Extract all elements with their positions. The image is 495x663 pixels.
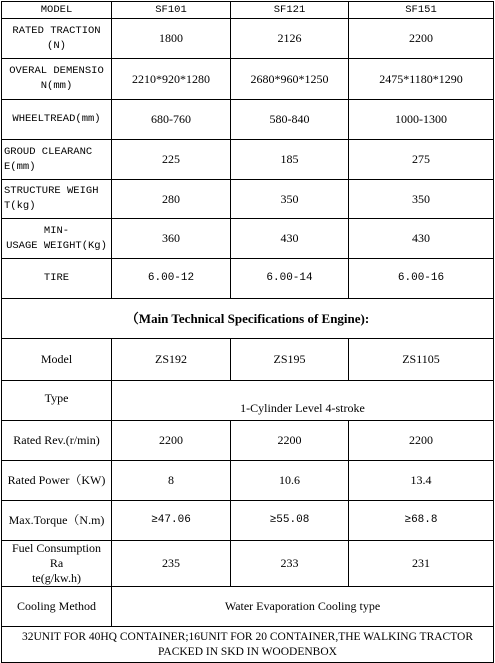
tractor-spec-row	[2, 100, 494, 140]
tractor-spec-value: 280	[112, 180, 231, 219]
cooling-method-value: Water Evaporation Cooling type	[112, 587, 494, 627]
tractor-spec-label: OVERAL DEMENSIO N(mm)	[2, 59, 112, 100]
engine-spec-value: 8	[112, 461, 231, 501]
tractor-spec-value: 350	[349, 180, 494, 219]
engine-spec-value: 2200	[231, 421, 349, 461]
packing-note-row	[2, 627, 494, 663]
tractor-spec-label: GROUD CLEARANC E(mm)	[2, 140, 112, 180]
tractor-spec-value: 2210*920*1280	[112, 59, 231, 100]
engine-model-value: ZS195	[231, 339, 349, 381]
engine-type-value: 1-Cylinder Level 4-stroke	[112, 381, 494, 421]
cooling-method-label: Cooling Method	[2, 587, 112, 627]
packing-note-line-1: 32UNIT FOR 40HQ CONTAINER;16UNIT FOR 20 CONTAINER,THE WALKING TRACTOR	[21, 630, 474, 643]
engine-spec-value: ≥47.06	[112, 501, 231, 541]
tractor-spec-value: 430	[231, 219, 349, 259]
tractor-spec-row	[2, 140, 494, 180]
tractor-spec-row	[2, 19, 494, 59]
engine-spec-value: 2200	[349, 421, 494, 461]
tractor-spec-value: 2200	[349, 19, 494, 59]
model-sf151-header: SF151	[349, 2, 494, 19]
engine-spec-value: 2200	[112, 421, 231, 461]
tractor-spec-label: WHEELTREAD(mm)	[2, 100, 112, 140]
tractor-spec-label: TIRE	[2, 259, 112, 299]
engine-model-value: ZS192	[112, 339, 231, 381]
tractor-spec-value: 1000-1300	[349, 100, 494, 140]
engine-spec-label: Max.Torque（N.m)	[2, 501, 112, 541]
engine-model-label: Model	[2, 339, 112, 381]
packing-note-line-2: PACKED IN SKD IN WOODENBOX	[158, 645, 337, 658]
engine-cooling-row	[2, 587, 494, 627]
tractor-spec-row	[2, 259, 494, 299]
tractor-spec-value: 275	[349, 140, 494, 180]
model-sf101-header: SF101	[112, 2, 231, 19]
tractor-spec-value: 6.00-12	[112, 259, 231, 299]
tractor-spec-value: 580-840	[231, 100, 349, 140]
engine-spec-row	[2, 421, 494, 461]
tractor-spec-value: 350	[231, 180, 349, 219]
tractor-spec-row	[2, 180, 494, 219]
engine-spec-label: Rated Power（KW)	[2, 461, 112, 501]
engine-section-title: （Main Technical Specifications of Engine):	[2, 299, 494, 339]
engine-type-label: Type	[2, 381, 112, 421]
engine-model-row	[2, 339, 494, 381]
tractor-spec-value: 225	[112, 140, 231, 180]
engine-spec-value: ≥55.08	[231, 501, 349, 541]
packing-note	[2, 627, 494, 663]
tractor-spec-value: 6.00-16	[349, 259, 494, 299]
tractor-spec-value: 2126	[231, 19, 349, 59]
engine-spec-value: 233	[231, 541, 349, 587]
model-header-cell: MODEL	[2, 2, 112, 19]
specification-table-body	[2, 2, 494, 663]
tractor-spec-label: RATED TRACTION (N)	[2, 19, 112, 59]
tractor-spec-label: STRUCTURE WEIGH T(kg)	[2, 180, 112, 219]
tractor-spec-row	[2, 219, 494, 259]
engine-type-row	[2, 381, 494, 421]
tractor-spec-value: 360	[112, 219, 231, 259]
engine-spec-label: Rated Rev.(r/min)	[2, 421, 112, 461]
engine-model-value: ZS1105	[349, 339, 494, 381]
engine-spec-row	[2, 501, 494, 541]
engine-spec-label: Fuel Consumption Ra te(g/kw.h)	[2, 541, 112, 587]
tractor-spec-value: 6.00-14	[231, 259, 349, 299]
specification-table	[1, 1, 494, 663]
engine-spec-row	[2, 461, 494, 501]
tractor-spec-value: 430	[349, 219, 494, 259]
engine-spec-value: 10.6	[231, 461, 349, 501]
tractor-spec-value: 1800	[112, 19, 231, 59]
engine-section-title-row	[2, 299, 494, 339]
engine-spec-row	[2, 541, 494, 587]
engine-spec-value: 13.4	[349, 461, 494, 501]
tractor-header-row	[2, 2, 494, 19]
engine-spec-value: 231	[349, 541, 494, 587]
engine-spec-value: ≥68.8	[349, 501, 494, 541]
tractor-spec-value: 2680*960*1250	[231, 59, 349, 100]
engine-spec-value: 235	[112, 541, 231, 587]
model-sf121-header: SF121	[231, 2, 349, 19]
tractor-spec-label: MIN- USAGE WEIGHT(Kg)	[2, 219, 112, 259]
tractor-spec-value: 185	[231, 140, 349, 180]
tractor-spec-value: 680-760	[112, 100, 231, 140]
tractor-spec-row	[2, 59, 494, 100]
tractor-spec-value: 2475*1180*1290	[349, 59, 494, 100]
